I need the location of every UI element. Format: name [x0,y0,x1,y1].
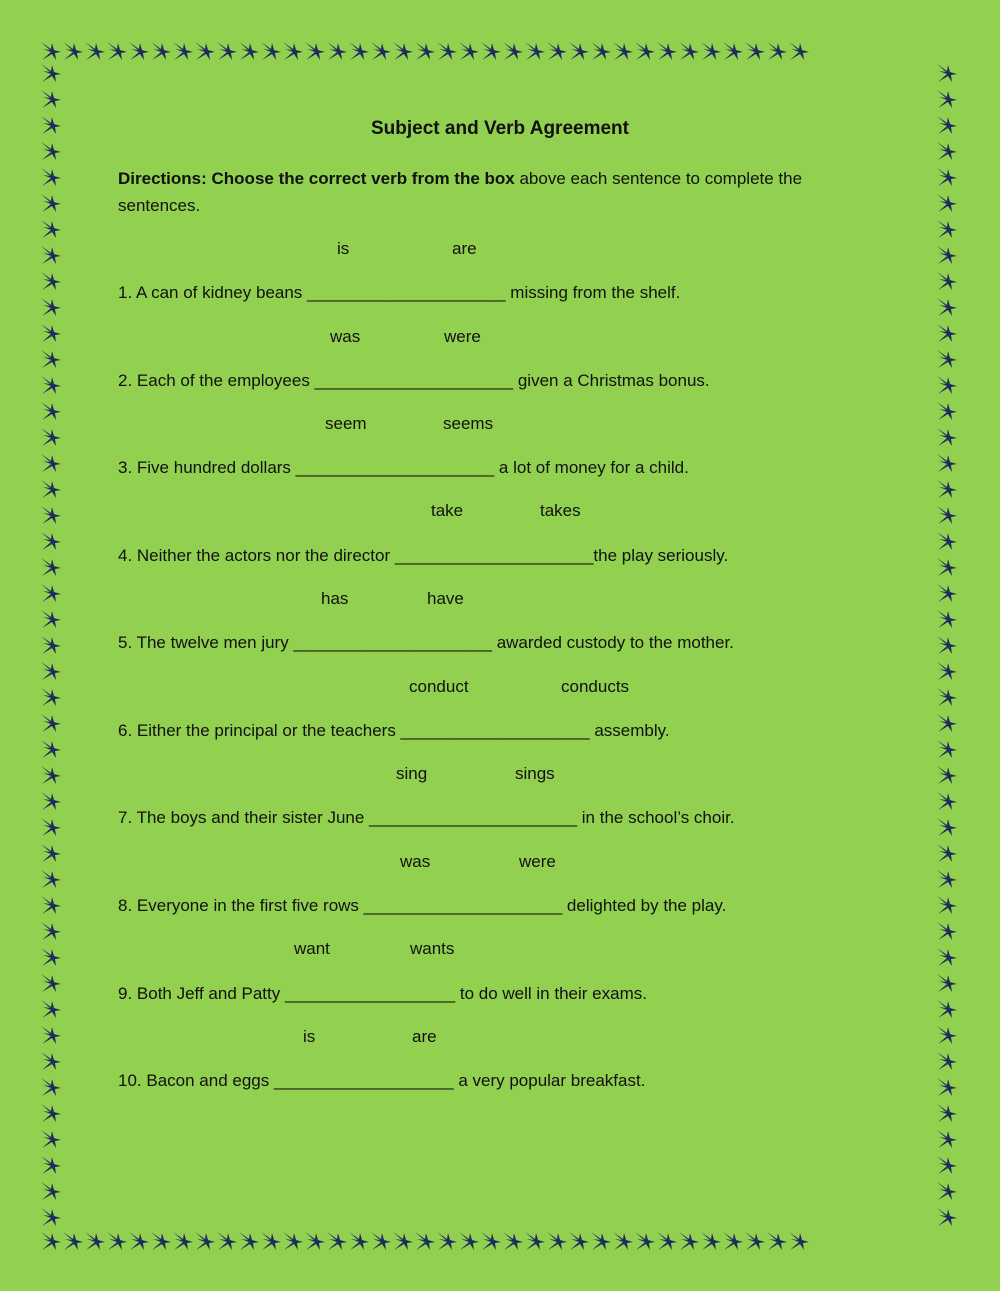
swallow-bird-icon [524,1230,546,1252]
decorative-border-left [40,62,62,1230]
swallow-bird-icon [936,1128,958,1150]
swallow-bird-icon [40,426,62,448]
swallow-bird-icon [40,218,62,240]
swallow-bird-icon [40,790,62,812]
swallow-bird-icon [40,166,62,188]
swallow-bird-icon [40,62,62,84]
swallow-bird-icon [936,790,958,812]
choice-option: sing [396,764,428,783]
choice-option: were [519,852,556,871]
swallow-bird-icon [40,1024,62,1046]
swallow-bird-icon [936,946,958,968]
choice-option: take [431,501,464,520]
swallow-bird-icon [238,1230,260,1252]
choice-option: wants [410,939,455,958]
decorative-border-bottom [40,1230,960,1252]
swallow-bird-icon [722,40,744,62]
sentence-10: 10. Bacon and eggs ___________________ a very popular breakfast. [118,1071,646,1090]
swallow-bird-icon [392,40,414,62]
swallow-bird-icon [546,40,568,62]
swallow-bird-icon [40,946,62,968]
swallow-bird-icon [936,556,958,578]
swallow-bird-icon [634,40,656,62]
choice-option: were [444,327,481,346]
directions-bold: Directions: Choose the correct verb from the box [118,169,515,188]
directions [118,165,838,219]
choice-option: conducts [561,677,630,696]
swallow-bird-icon [936,1076,958,1098]
swallow-bird-icon [40,1154,62,1176]
swallow-bird-icon [722,1230,744,1252]
swallow-bird-icon [936,504,958,526]
choice-option: takes [540,501,581,520]
swallow-bird-icon [40,530,62,552]
swallow-bird-icon [304,40,326,62]
swallow-bird-icon [40,1128,62,1150]
swallow-bird-icon [40,88,62,110]
swallow-bird-icon [40,972,62,994]
swallow-bird-icon [590,40,612,62]
sentence-7: 7. The boys and their sister June ______________________ in the school’s choir. [118,808,735,827]
swallow-bird-icon [700,1230,722,1252]
swallow-bird-icon [936,816,958,838]
swallow-bird-icon [348,1230,370,1252]
swallow-bird-icon [936,400,958,422]
choice-option: seems [443,414,494,433]
choice-option: conduct [409,677,469,696]
swallow-bird-icon [436,1230,458,1252]
sentence-2: 2. Each of the employees _____________________ given a Christmas bonus. [118,371,710,390]
swallow-bird-icon [40,478,62,500]
swallow-bird-icon [40,608,62,630]
swallow-bird-icon [348,40,370,62]
swallow-bird-icon [282,1230,304,1252]
swallow-bird-icon [936,296,958,318]
swallow-bird-icon [936,530,958,552]
swallow-bird-icon [546,1230,568,1252]
choice-option: are [412,1027,437,1046]
swallow-bird-icon [524,40,546,62]
swallow-bird-icon [40,1050,62,1072]
swallow-bird-icon [40,452,62,474]
choice-option: is [337,239,350,258]
choice-option: have [427,589,464,608]
sentence-5: 5. The twelve men jury _____________________ awarded custody to the mother. [118,633,734,652]
swallow-bird-icon [656,1230,678,1252]
swallow-bird-icon [260,1230,282,1252]
swallow-bird-icon [40,322,62,344]
swallow-bird-icon [936,712,958,734]
swallow-bird-icon [40,686,62,708]
swallow-bird-icon [40,868,62,890]
swallow-bird-icon [936,868,958,890]
swallow-bird-icon [678,1230,700,1252]
swallow-bird-icon [936,842,958,864]
swallow-bird-icon [936,166,958,188]
swallow-bird-icon [40,244,62,266]
swallow-bird-icon [936,62,958,84]
swallow-bird-icon [40,634,62,656]
swallow-bird-icon [40,842,62,864]
swallow-bird-icon [936,348,958,370]
swallow-bird-icon [590,1230,612,1252]
swallow-bird-icon [282,40,304,62]
swallow-bird-icon [436,40,458,62]
swallow-bird-icon [936,426,958,448]
swallow-bird-icon [216,40,238,62]
swallow-bird-icon [458,1230,480,1252]
swallow-bird-icon [936,764,958,786]
swallow-bird-icon [40,40,62,62]
swallow-bird-icon [936,218,958,240]
swallow-bird-icon [84,1230,106,1252]
choice-option: was [400,852,431,871]
swallow-bird-icon [936,894,958,916]
swallow-bird-icon [766,1230,788,1252]
swallow-bird-icon [936,1206,958,1228]
swallow-bird-icon [40,348,62,370]
choice-option: seem [325,414,367,433]
choice-option: sings [515,764,555,783]
swallow-bird-icon [40,738,62,760]
swallow-bird-icon [392,1230,414,1252]
swallow-bird-icon [502,1230,524,1252]
swallow-bird-icon [40,1206,62,1228]
swallow-bird-icon [936,998,958,1020]
swallow-bird-icon [326,40,348,62]
swallow-bird-icon [936,322,958,344]
swallow-bird-icon [326,1230,348,1252]
swallow-bird-icon [936,608,958,630]
swallow-bird-icon [936,582,958,604]
swallow-bird-icon [656,40,678,62]
swallow-bird-icon [62,40,84,62]
swallow-bird-icon [128,1230,150,1252]
swallow-bird-icon [304,1230,326,1252]
swallow-bird-icon [414,1230,436,1252]
swallow-bird-icon [260,40,282,62]
swallow-bird-icon [480,1230,502,1252]
swallow-bird-icon [480,40,502,62]
swallow-bird-icon [40,1076,62,1098]
sentence-6: 6. Either the principal or the teachers ____________________ assembly. [118,721,670,740]
swallow-bird-icon [40,660,62,682]
swallow-bird-icon [936,972,958,994]
worksheet-title: Subject and Verb Agreement [371,118,629,139]
decorative-border-top [40,40,960,62]
swallow-bird-icon [414,40,436,62]
swallow-bird-icon [788,40,810,62]
swallow-bird-icon [40,894,62,916]
choice-option: has [321,589,349,608]
swallow-bird-icon [62,1230,84,1252]
swallow-bird-icon [936,478,958,500]
swallow-bird-icon [936,374,958,396]
swallow-bird-icon [936,1154,958,1176]
swallow-bird-icon [612,1230,634,1252]
swallow-bird-icon [370,40,392,62]
swallow-bird-icon [936,452,958,474]
swallow-bird-icon [568,40,590,62]
choice-option: are [452,239,477,258]
swallow-bird-icon [936,88,958,110]
sentence-9: 9. Both Jeff and Patty __________________ to do well in their exams. [118,984,647,1003]
swallow-bird-icon [40,920,62,942]
swallow-bird-icon [238,40,260,62]
swallow-bird-icon [40,296,62,318]
swallow-bird-icon [936,1050,958,1072]
swallow-bird-icon [634,1230,656,1252]
swallow-bird-icon [936,192,958,214]
swallow-bird-icon [150,40,172,62]
swallow-bird-icon [936,244,958,266]
sentence-4: 4. Neither the actors nor the director _____________________the play seriously. [118,546,729,565]
swallow-bird-icon [40,192,62,214]
swallow-bird-icon [40,1180,62,1202]
swallow-bird-icon [936,920,958,942]
swallow-bird-icon [172,40,194,62]
swallow-bird-icon [40,504,62,526]
swallow-bird-icon [40,270,62,292]
swallow-bird-icon [936,270,958,292]
swallow-bird-icon [936,1180,958,1202]
swallow-bird-icon [128,40,150,62]
swallow-bird-icon [40,712,62,734]
swallow-bird-icon [370,1230,392,1252]
swallow-bird-icon [936,738,958,760]
swallow-bird-icon [936,686,958,708]
swallow-bird-icon [936,1024,958,1046]
sentence-1: 1. A can of kidney beans _____________________ missing from the shelf. [118,283,681,302]
swallow-bird-icon [766,40,788,62]
swallow-bird-icon [936,634,958,656]
swallow-bird-icon [678,40,700,62]
swallow-bird-icon [194,40,216,62]
swallow-bird-icon [150,1230,172,1252]
swallow-bird-icon [40,1102,62,1124]
choice-option: want [294,939,330,958]
swallow-bird-icon [84,40,106,62]
swallow-bird-icon [194,1230,216,1252]
sentence-3: 3. Five hundred dollars _____________________ a lot of money for a child. [118,458,689,477]
swallow-bird-icon [40,998,62,1020]
choice-option: is [303,1027,316,1046]
swallow-bird-icon [744,40,766,62]
directions-rest: above each sentence to complete the sentences. [118,169,803,215]
swallow-bird-icon [744,1230,766,1252]
swallow-bird-icon [40,764,62,786]
swallow-bird-icon [216,1230,238,1252]
swallow-bird-icon [700,40,722,62]
swallow-bird-icon [788,1230,810,1252]
swallow-bird-icon [40,1230,62,1252]
swallow-bird-icon [40,140,62,162]
choice-option: was [330,327,361,346]
swallow-bird-icon [172,1230,194,1252]
swallow-bird-icon [612,40,634,62]
swallow-bird-icon [40,556,62,578]
decorative-border-right [936,62,958,1230]
swallow-bird-icon [106,1230,128,1252]
sentence-8: 8. Everyone in the first five rows _____________________ delighted by the play. [118,896,727,915]
swallow-bird-icon [40,816,62,838]
swallow-bird-icon [936,660,958,682]
swallow-bird-icon [502,40,524,62]
swallow-bird-icon [936,140,958,162]
swallow-bird-icon [40,582,62,604]
swallow-bird-icon [458,40,480,62]
swallow-bird-icon [568,1230,590,1252]
swallow-bird-icon [40,374,62,396]
swallow-bird-icon [106,40,128,62]
swallow-bird-icon [936,1102,958,1124]
swallow-bird-icon [40,400,62,422]
